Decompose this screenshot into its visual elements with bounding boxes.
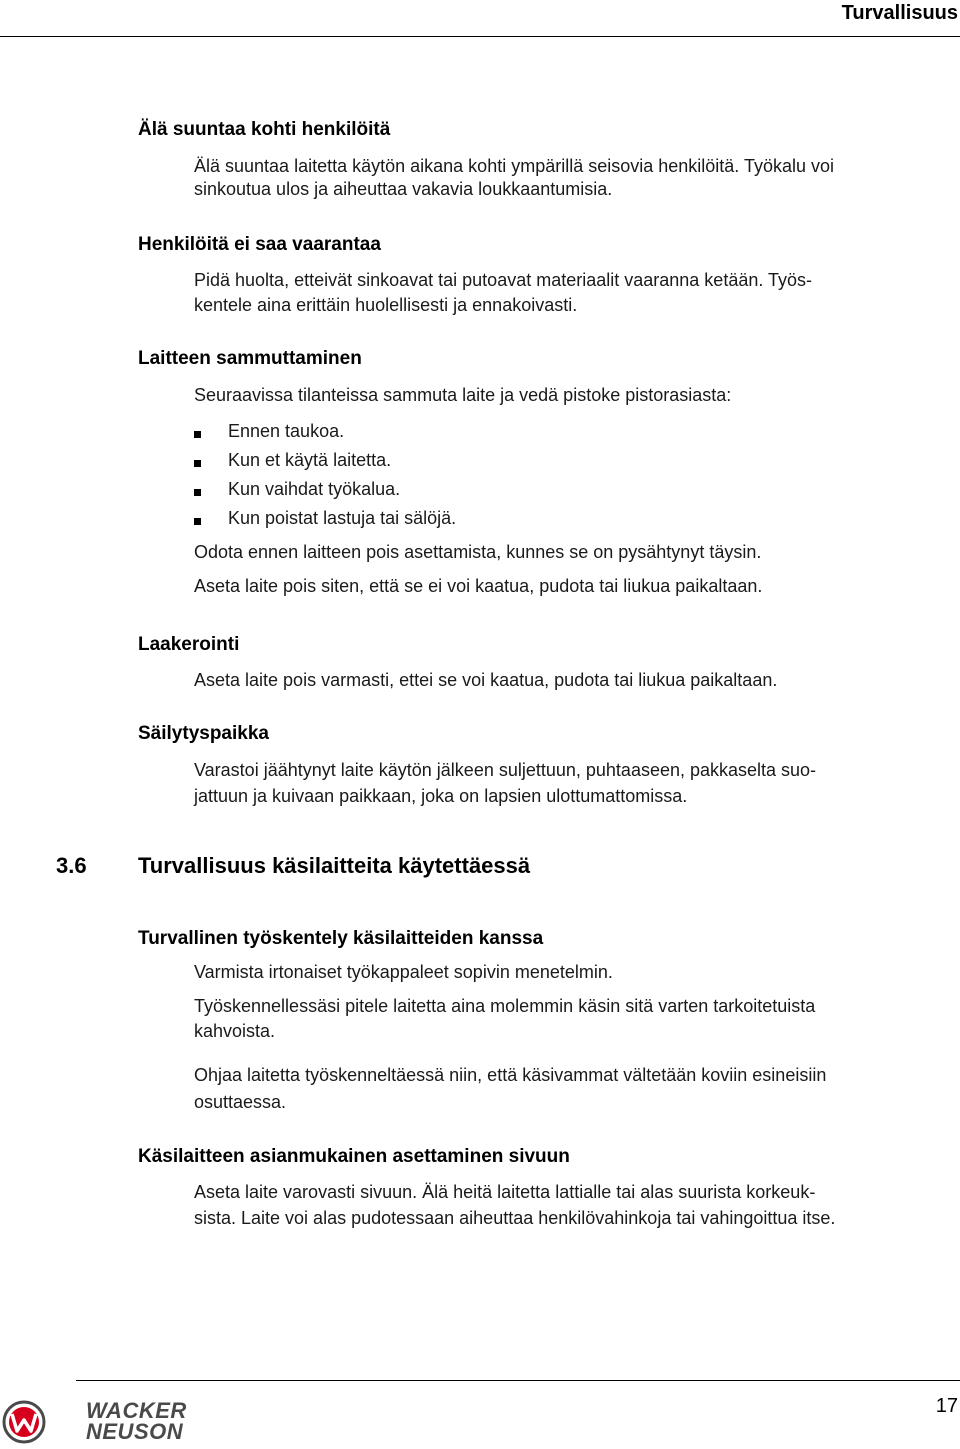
list-item: Kun vaihdat työkalua. bbox=[228, 479, 401, 499]
bullet-marker bbox=[194, 431, 201, 438]
paragraph-line: Työskennellessäsi pitele laitetta aina molemmin käsin sitä varten tarkoitetuista bbox=[194, 996, 816, 1016]
header-divider bbox=[0, 36, 960, 37]
paragraph-line: Älä suuntaa laitetta käytön aikana kohti ympärillä seisovia henkilöitä. Työkalu voi bbox=[194, 156, 835, 176]
brand-line1: WACKER bbox=[86, 1398, 187, 1423]
paragraph-line: kahvoista. bbox=[194, 1021, 276, 1041]
bullet-marker bbox=[194, 518, 201, 525]
list-item: Kun et käytä laitetta. bbox=[228, 450, 392, 470]
brand-wordmark bbox=[86, 1400, 206, 1442]
paragraph-line: sista. Laite voi alas pudotessaan aiheuttaa henkilövahinkoja tai vahingoittua itse. bbox=[194, 1208, 836, 1228]
paragraph-line: Varmista irtonaiset työkappaleet sopivin menetelmin. bbox=[194, 962, 613, 982]
heading-henkiloita: Henkilöitä ei saa vaarantaa bbox=[138, 234, 381, 255]
paragraph-line: Aseta laite varovasti sivuun. Älä heitä laitetta lattialle tai alas suurista korkeuk- bbox=[194, 1182, 816, 1202]
brand-line2: NEUSON bbox=[86, 1419, 184, 1444]
page-number: 17 bbox=[935, 1395, 958, 1417]
paragraph-line: Aseta laite pois varmasti, ettei se voi kaatua, pudota tai liukua paikaltaan. bbox=[194, 670, 778, 690]
bullet-marker bbox=[194, 460, 201, 467]
heading-laitteen-sammuttaminen: Laitteen sammuttaminen bbox=[138, 348, 362, 369]
heading-laakerointi: Laakerointi bbox=[138, 634, 240, 655]
paragraph-line: Aseta laite pois siten, että se ei voi kaatua, pudota tai liukua paikaltaan. bbox=[194, 576, 763, 596]
heading-kasilaitteen-asettaminen: Käsilaitteen asianmukainen asettaminen sivuun bbox=[138, 1146, 570, 1167]
list-item: Kun poistat lastuja tai sälöjä. bbox=[228, 508, 457, 528]
heading-ala-suuntaa: Älä suuntaa kohti henkilöitä bbox=[138, 119, 391, 140]
paragraph-line: osuttaessa. bbox=[194, 1092, 287, 1112]
wacker-neuson-w-logo-icon bbox=[2, 1400, 46, 1444]
paragraph-line: Ohjaa laitetta työskenneltäessä niin, että käsivammat vältetään koviin esineisiin bbox=[194, 1065, 827, 1085]
heading-turvallinen-tyoskentely: Turvallinen työskentely käsilaitteiden kanssa bbox=[138, 928, 544, 949]
header-title: Turvallisuus bbox=[841, 2, 958, 24]
paragraph-line: Odota ennen laitteen pois asettamista, kunnes se on pysähtynyt täysin. bbox=[194, 542, 762, 562]
paragraph-line: sinkoutua ulos ja aiheuttaa vakavia loukkaantumisia. bbox=[194, 179, 613, 199]
paragraph-line: kentele aina erittäin huolellisesti ja ennakoivasti. bbox=[194, 295, 578, 315]
list-item: Ennen taukoa. bbox=[228, 421, 345, 441]
bullet-marker bbox=[194, 489, 201, 496]
paragraph-line: Varastoi jäähtynyt laite käytön jälkeen suljettuun, puhtaaseen, pakkaselta suo- bbox=[194, 760, 817, 780]
chapter-number: 3.6 bbox=[56, 853, 87, 878]
paragraph-line: jattuun ja kuivaan paikkaan, joka on lapsien ulottumattomissa. bbox=[194, 786, 688, 806]
paragraph-line: Pidä huolta, etteivät sinkoavat tai putoavat materiaalit vaaranna ketään. Työs- bbox=[194, 270, 813, 290]
chapter-title: Turvallisuus käsilaitteita käytettäessä bbox=[138, 853, 531, 878]
paragraph-intro: Seuraavissa tilanteissa sammuta laite ja vedä pistoke pistorasiasta: bbox=[194, 385, 732, 405]
footer-divider bbox=[76, 1380, 960, 1381]
heading-sailytyspaikka: Säilytyspaikka bbox=[138, 723, 269, 744]
